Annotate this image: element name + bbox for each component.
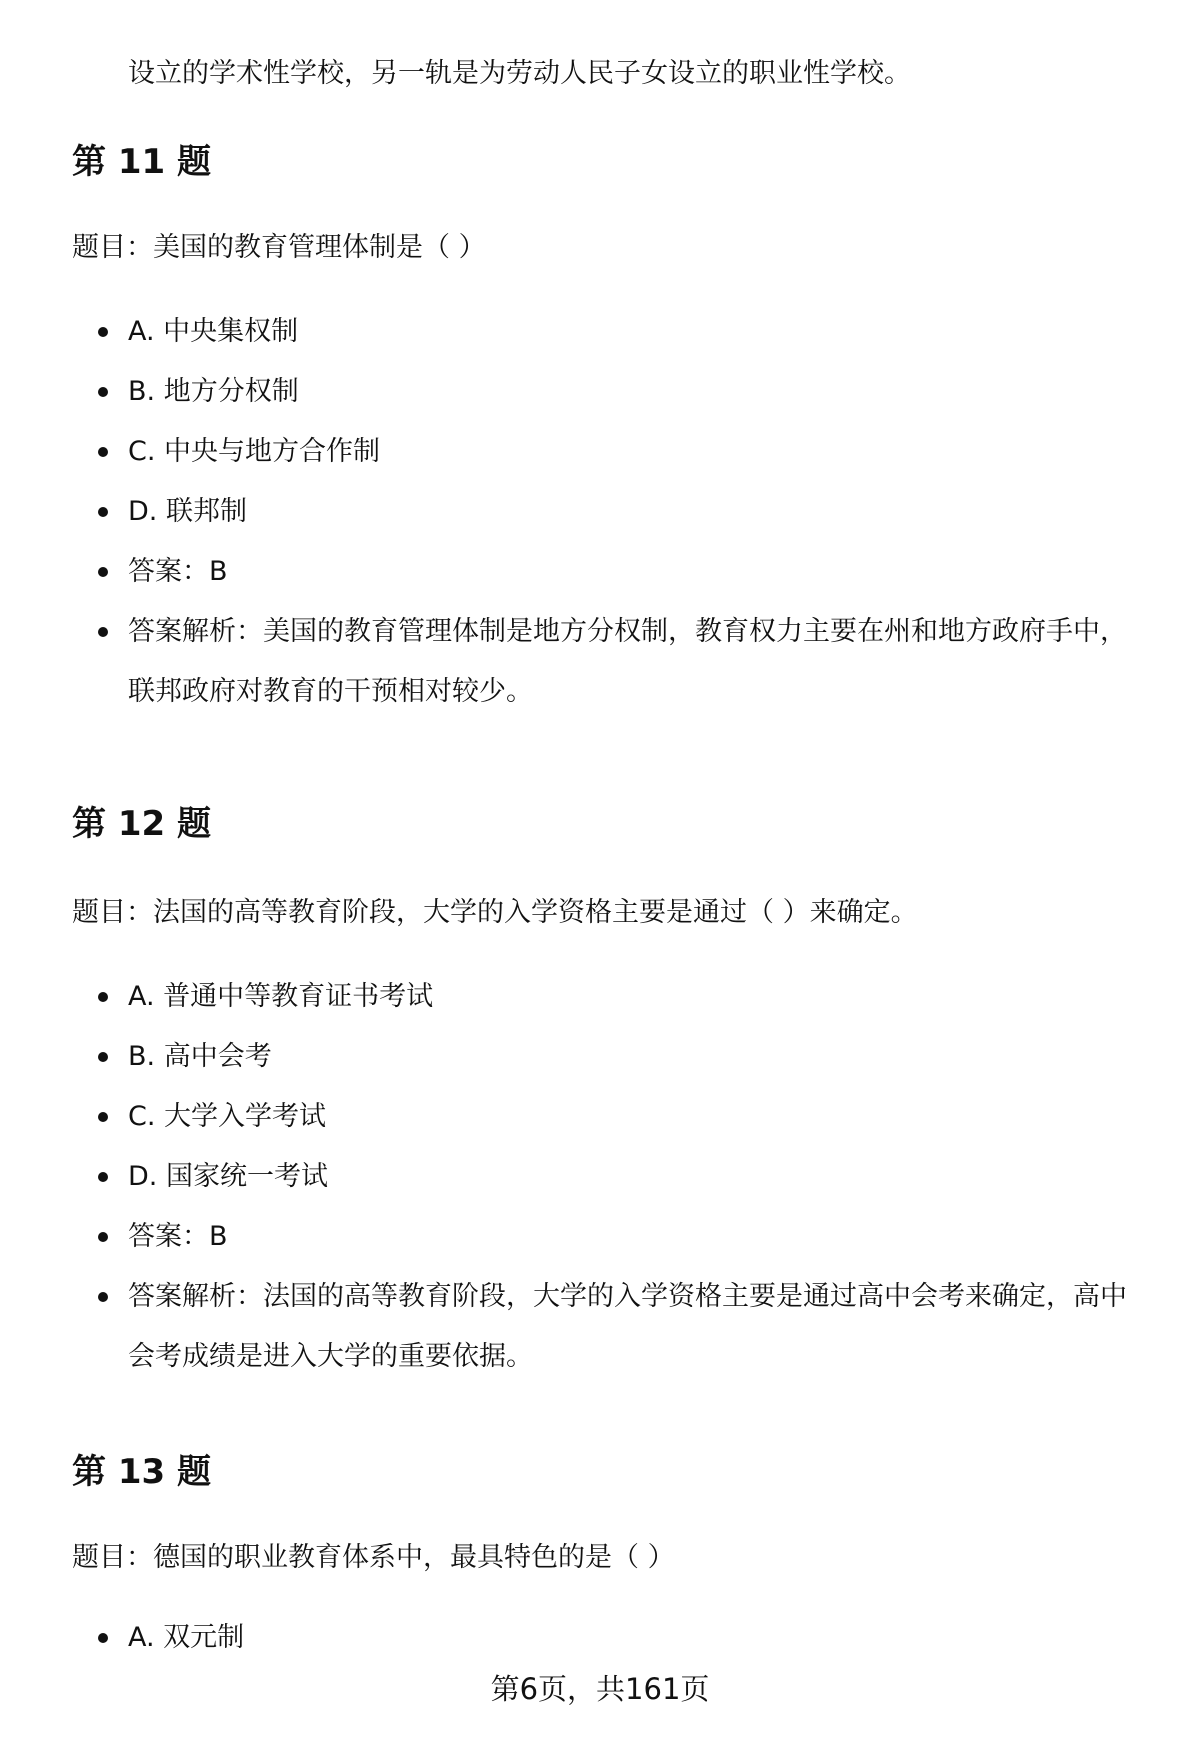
- option-a: A. 中央集权制: [0, 302, 1200, 362]
- answer: 答案：B: [0, 1207, 1200, 1267]
- question-11-heading: 第 11 题: [72, 142, 211, 182]
- question-12-options: [0, 967, 1200, 1387]
- question-13-stem: 题目：德国的职业教育体系中，最具特色的是（ ）: [72, 1542, 675, 1573]
- option-d: D. 联邦制: [0, 482, 1200, 542]
- answer-analysis: 答案解析：美国的教育管理体制是地方分权制，教育权力主要在州和地方政府手中，联邦政府对教育的干预相对较少。: [0, 602, 1148, 722]
- question-13-options: [0, 1608, 1200, 1668]
- option-b: B. 高中会考: [0, 1027, 1200, 1087]
- page-number-footer: 第6页，共161页: [490, 1672, 710, 1706]
- option-c: C. 中央与地方合作制: [0, 422, 1200, 482]
- question-12-heading: 第 12 题: [72, 804, 211, 844]
- option-b: B. 地方分权制: [0, 362, 1200, 422]
- question-13-heading: 第 13 题: [72, 1452, 211, 1492]
- option-d: D. 国家统一考试: [0, 1147, 1200, 1207]
- option-a: A. 双元制: [0, 1608, 1200, 1668]
- question-11-stem: 题目：美国的教育管理体制是（ ）: [72, 232, 486, 263]
- option-a: A. 普通中等教育证书考试: [0, 967, 1200, 1027]
- answer: 答案：B: [0, 542, 1200, 602]
- option-c: C. 大学入学考试: [0, 1087, 1200, 1147]
- answer-analysis: 答案解析：法国的高等教育阶段，大学的入学资格主要是通过高中会考来确定，高中会考成绩是进入大学的重要依据。: [0, 1267, 1148, 1387]
- question-12-stem: 题目：法国的高等教育阶段，大学的入学资格主要是通过（ ）来确定。: [72, 897, 918, 928]
- continuation-paragraph: 设立的学术性学校，另一轨是为劳动人民子女设立的职业性学校。: [128, 58, 911, 89]
- question-11-options: [0, 302, 1200, 722]
